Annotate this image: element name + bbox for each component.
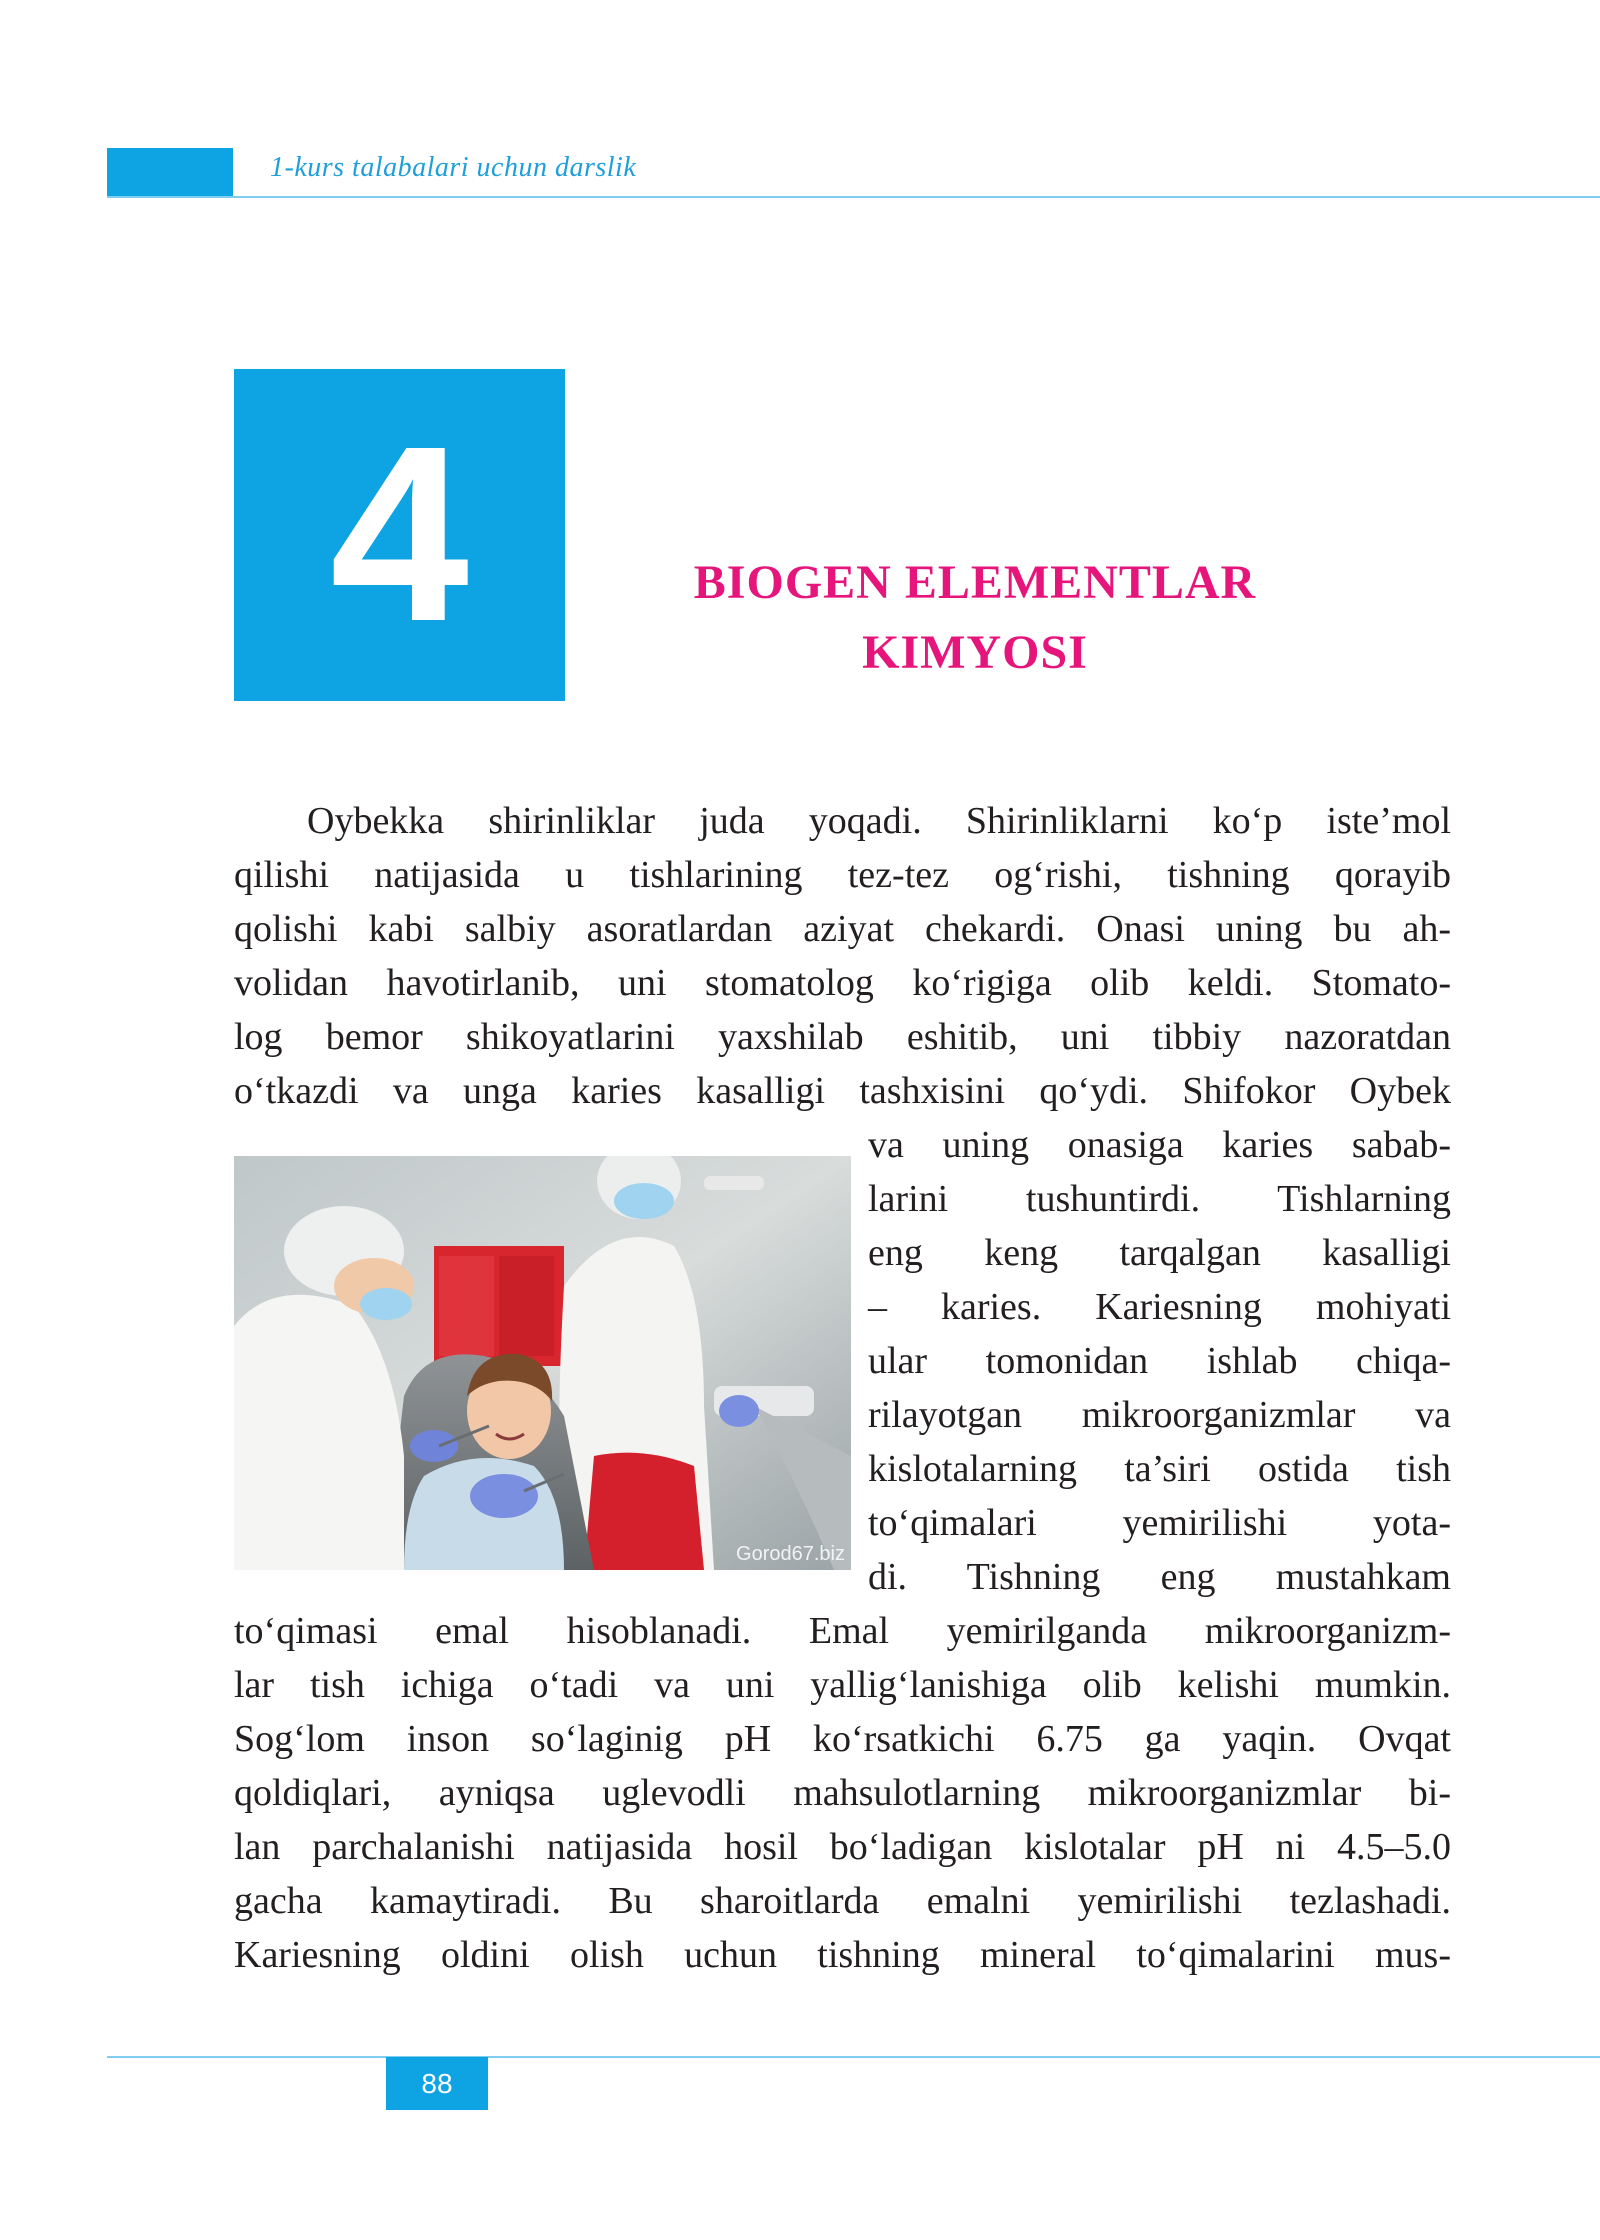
body-line-2: qilishi natijasida u tishlarining tez-tez og‘rishi, tishning qorayib [234,854,1451,896]
chapter-number-box [234,369,565,701]
body-line-11: ular tomonidan ishlab chiqa- [868,1340,1451,1382]
body-line-3: qolishi kabi salbiy asoratlardan aziyat chekardi. Onasi uning bu ah- [234,908,1451,950]
chapter-number: 4 [329,394,470,673]
body-line-16: to‘qimasi emal hisoblanadi. Emal yemirilganda mikroorganizm- [234,1610,1451,1652]
body-line-21: gacha kamaytiradi. Bu sharoitlarda emalni yemirilishi tezlashadi. [234,1880,1451,1922]
body-line-6: o‘tkazdi va unga karies kasalligi tashxisini qo‘ydi. Shifokor Oybek [234,1070,1451,1112]
photo-watermark: Gorod67.biz [736,1543,845,1565]
dental-photo [234,1156,851,1570]
chapter-title [600,548,1350,688]
body-line-13: kislotalarning ta’siri ostida tish [868,1448,1451,1490]
dental-scene-illustration [234,1156,851,1570]
body-line-8: larini tushuntirdi. Tishlarning [868,1178,1451,1220]
body-line-20: lan parchalanishi natijasida hosil bo‘ladigan kislotalar pH ni 4.5–5.0 [234,1826,1451,1868]
body-line-18: Sog‘lom inson so‘laginig pH ko‘rsatkichi 6.75 ga yaqin. Ovqat [234,1718,1451,1760]
body-line-1: Oybekka shirinliklar juda yoqadi. Shirinliklarni ko‘p iste’mol [307,800,1451,842]
running-title: 1-kurs talabalari uchun darslik [270,152,637,183]
chapter-title-line-1: BIOGEN ELEMENTLAR [693,556,1257,609]
chapter-title-line-2: KIMYOSI [862,626,1088,679]
body-line-17: lar tish ichiga o‘tadi va uni yallig‘lanishiga olib kelishi mumkin. [234,1664,1451,1706]
body-line-14: to‘qimalari yemirilishi yota- [868,1502,1451,1544]
page-number-box [386,2057,488,2110]
body-line-10: – karies. Kariesning mohiyati [868,1286,1451,1328]
body-line-5: log bemor shikoyatlarini yaxshilab eshitib, uni tibbiy nazoratdan [234,1016,1451,1058]
header-rule [107,196,1600,198]
body-line-19: qoldiqlari, ayniqsa uglevodli mahsulotlarning mikroorganizmlar bi- [234,1772,1451,1814]
body-line-22: Kariesning oldini olish uchun tishning mineral to‘qimalarini mus- [234,1934,1451,1976]
body-line-9: eng keng tarqalgan kasalligi [868,1232,1451,1274]
footer-rule [107,2056,1600,2058]
page-number: 88 [421,2067,453,2099]
body-line-4: volidan havotirlanib, uni stomatolog ko‘rigiga olib keldi. Stomato- [234,962,1451,1004]
body-line-15: di. Tishning eng mustahkam [868,1556,1451,1598]
body-line-12: rilayotgan mikroorganizmlar va [868,1394,1451,1436]
header-accent-block [107,148,233,197]
body-line-7: va uning onasiga karies sabab- [868,1124,1451,1166]
